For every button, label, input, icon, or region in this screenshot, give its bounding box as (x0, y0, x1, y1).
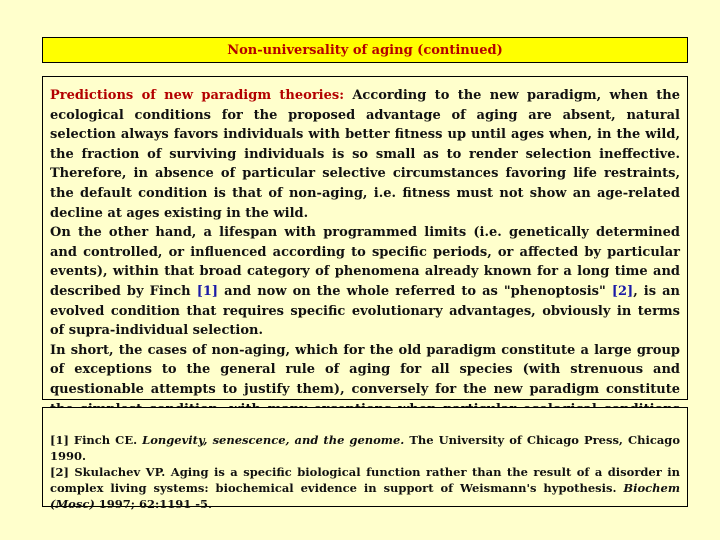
p2-text-end: , is an evolved condition that requires specific evolutionary advantages, obviously in terms of supra-individual selection. (50, 283, 681, 339)
p2-text-start: On the other hand, a lifespan with programmed limits (i.e. genetically determined and controlled, or influenced according to specific periods, or affected by particular events), within that broad category of phenomena already known for a long time and described by Finch (50, 225, 680, 299)
title-box (42, 37, 688, 63)
references-box (42, 407, 688, 511)
reference-2 (50, 464, 680, 512)
citation-2[interactable]: [2] (611, 283, 634, 299)
citation-1[interactable]: [1] (196, 283, 219, 299)
ref2-suffix: 1997; 62:1191 -5. (94, 497, 213, 511)
p2-text-middle: and now on the whole referred to as "phenoptosis" (218, 283, 612, 299)
reference-1 (50, 432, 680, 464)
paragraph-in-short: In short, the cases of non-aging, which for the old paradigm constitute a large group of exceptions to the general rule of aging for all species (with strenuous and questionable attempts to justify them), conversely for the new paradigm constitute (50, 342, 680, 397)
paragraph-programmed-limits (50, 223, 680, 341)
ref1-title: Longevity, senescence, and the genome. (142, 433, 405, 447)
ref2-journal: Biochem (Mosc) (50, 481, 680, 511)
predictions-heading: Predictions of new paradigm theories: (50, 88, 344, 103)
ref2-prefix: [2] Skulachev VP. Aging is a specific biological function rather than the result of a disorder in complex living systems: biochemical evidence in support of Weismann's hypothesis. (50, 465, 680, 495)
main-text-box (42, 76, 688, 400)
slide-title: Non-universality of aging (continued) (227, 42, 503, 58)
paragraph-predictions (50, 86, 680, 223)
ref1-suffix: The University of Chicago Press, Chicago 1990. (50, 433, 680, 463)
predictions-body: According to the new paradigm, when the ecological conditions for the proposed advantage of aging are absent, natural selection always favors individuals with better fitness up until ages when, in the wild, the fraction of surviving individuals is so small as to render selection ineffective. Therefore, in absence of particular selective circumstances favoring life restraints, the default condition is that of non-aging, i.e. fitness must not show an age-related decline at ages existing in the wild. (50, 88, 680, 221)
ref1-prefix: [1] Finch CE. (50, 433, 143, 447)
